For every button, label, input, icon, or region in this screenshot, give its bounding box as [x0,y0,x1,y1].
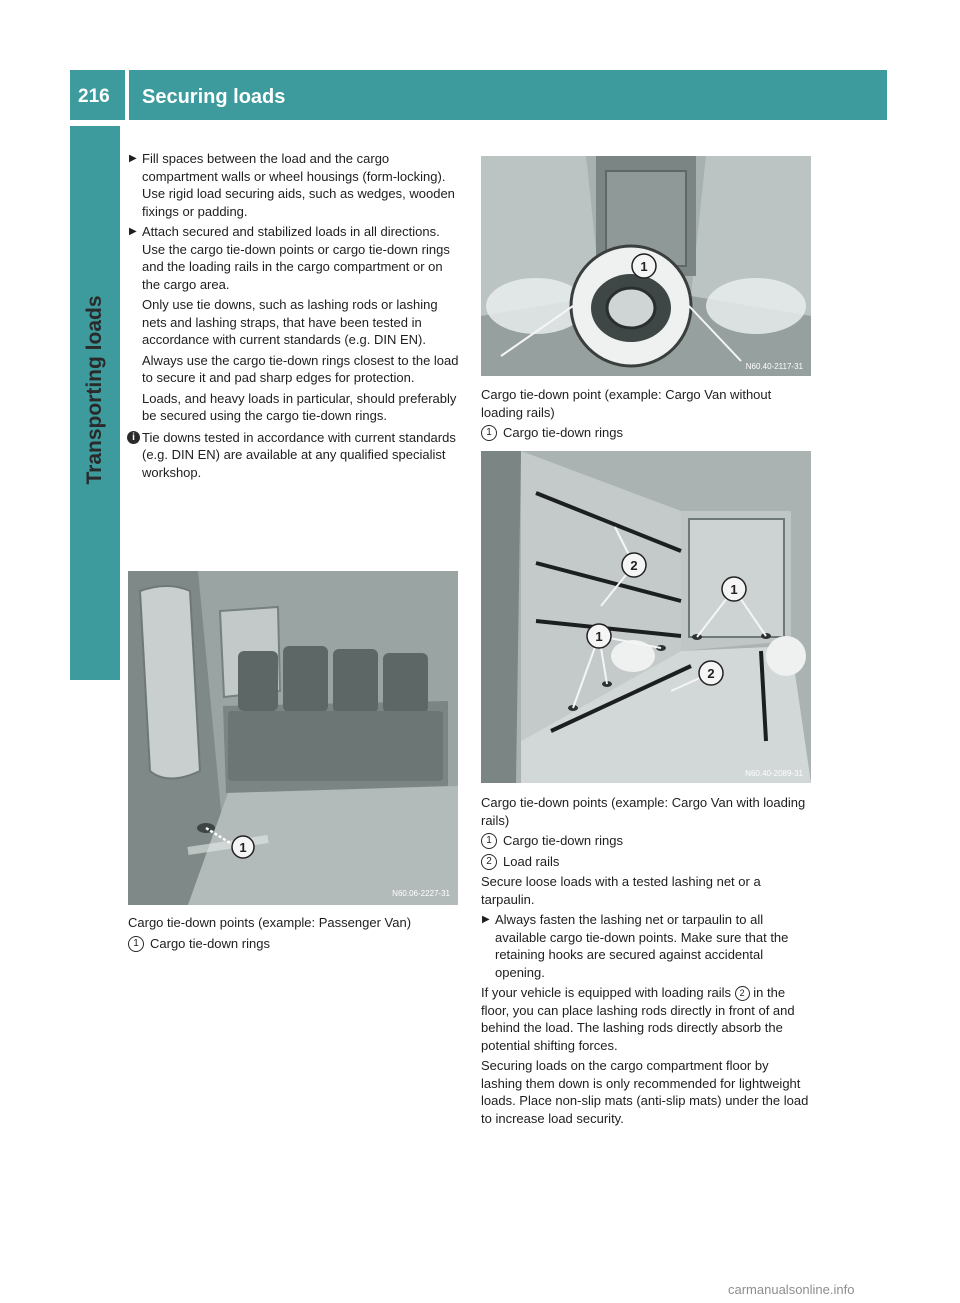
figure-code: N60.40-2117-31 [745,362,803,371]
left-figure-caption [128,914,462,955]
bullet-text: Always fasten the lashing net or tarpaulin to all available cargo tie-down points. Make sure that the retaining hooks are secured against accidental opening. [495,912,789,980]
figure-caption: Cargo tie-down points (example: Cargo Van with loading rails) [481,795,806,828]
bullet-text: Attach secured and stabilized loads in all directions. Use the cargo tie-down points or cargo tie-down rings and the loading rails in the cargo compartment or on the cargo area. [142,224,450,292]
paragraph-text: If your vehicle is equipped with loading rails [481,985,732,1000]
bullet-text: Fill spaces between the load and the cargo compartment walls or wheel housings (form-locking). Use rigid load securing aids, such as wedges, wooden fixings or padding. [142,151,455,219]
legend-text: Cargo tie-down rings [503,425,623,440]
info-note [128,429,462,482]
header-divider [125,70,129,120]
inline-number-badge: 2 [735,986,750,1001]
paragraph: Only use tie downs, such as lashing rods or lashing nets and lashing straps, that have been tested in accordance with current standards (e.g. DIN EN). [142,297,438,347]
legend-number: 1 [128,936,144,952]
page-number: 216 [78,86,110,107]
callout-1: 1 [640,259,648,274]
paragraph: Loads, and heavy loads in particular, should preferably be secured using the cargo tie-down rings. [142,390,457,423]
bullet-triangle-icon: ▶ [482,914,490,925]
section-title: Securing loads [142,86,286,108]
bullet-item [481,911,813,981]
legend-item [128,935,462,953]
callout-1: 1 [730,582,738,597]
legend-text: Load rails [503,853,560,869]
passenger-van-illustration [128,571,458,905]
left-column-text [128,150,462,484]
info-text: Tie downs tested in accordance with current standards (e.g. DIN EN) are available at any qualified specialist workshop. [142,429,456,480]
figure-code: N60.06-2227-31 [392,889,450,898]
callout-2: 2 [707,666,715,681]
legend-item [481,424,813,442]
legend-text: Cargo tie-down rings [150,935,270,951]
paragraph [481,984,813,1054]
callout-1: 1 [595,629,603,644]
info-icon: i [127,431,140,444]
paragraph: Securing loads on the cargo compartment floor by lashing them down is only recommended for lightweight loads. Place non-slip mats (anti-slip mats) under the load to increase load security. [481,1058,809,1126]
figure-cargo-van-without-rails [481,156,811,376]
legend-number: 1 [481,425,497,441]
legend-number: 1 [481,833,497,849]
watermark[interactable]: carmanualsonline.info [728,1282,855,1297]
legend-text: Cargo tie-down rings [503,833,623,848]
figure-caption: Cargo tie-down point (example: Cargo Van without loading rails) [481,387,772,420]
side-title: Transporting loads [83,295,106,485]
legend-item [481,832,813,850]
cargo-van-without-rails-illustration [481,156,811,376]
bullet-item [128,223,462,293]
figure-caption: Cargo tie-down points (example: Passenger Van) [128,915,412,930]
figure-passenger-van [128,571,458,905]
callout-1: 1 [239,840,247,855]
right-figure-1-caption [481,386,813,445]
legend-item [481,853,813,871]
bullet-triangle-icon: ▶ [129,153,137,164]
paragraph-text: in the floor, you can place lashing rods directly in front of and behind the load. The lashing rods directly absorb the potential shifting forces. [481,985,795,1053]
right-column-text [481,794,813,1130]
figure-cargo-van-with-rails [481,451,811,783]
bullet-triangle-icon: ▶ [129,226,137,237]
callout-2: 2 [630,558,638,573]
figure-code: N60.40-2089-31 [745,769,803,778]
legend-number: 2 [481,854,497,870]
cargo-van-with-rails-illustration [481,451,811,783]
paragraph: Secure loose loads with a tested lashing net or a tarpaulin. [481,874,761,907]
bullet-item [128,150,462,220]
paragraph: Always use the cargo tie-down rings closest to the load to secure it and pad sharp edges for protection. [142,352,459,385]
